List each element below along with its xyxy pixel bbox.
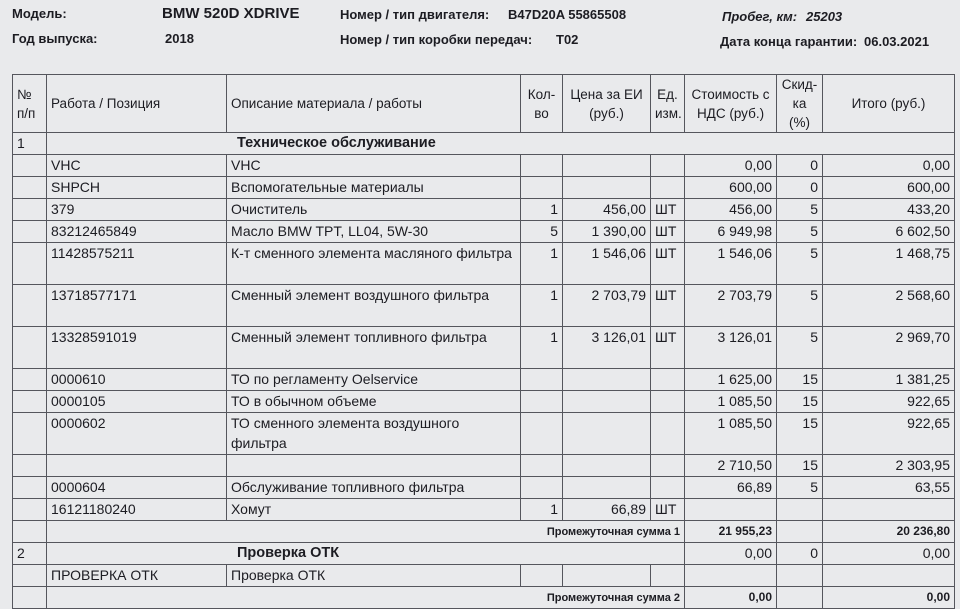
subtotal-total: 0,00 (823, 587, 955, 609)
row-disc: 5 (777, 285, 823, 327)
row-qty: 1 (521, 499, 563, 521)
gearbox-label: Номер / тип коробки передач: (340, 32, 533, 47)
row-unit (651, 177, 685, 199)
row-code: SHPCH (47, 177, 227, 199)
row-disc: 15 (777, 455, 823, 477)
row-qty (521, 369, 563, 391)
row-total: 600,00 (823, 177, 955, 199)
col-qty-header: Кол-во (521, 75, 563, 133)
row-desc: ТО сменного элемента воздушного фильтра (227, 413, 521, 455)
row-desc: Масло BMW TPT, LL04, 5W-30 (227, 221, 521, 243)
row-cost: 600,00 (685, 177, 777, 199)
row-code: 13718577171 (47, 285, 227, 327)
row-cost: 1 085,50 (685, 391, 777, 413)
row-code (47, 455, 227, 477)
section-row (13, 133, 955, 155)
row-desc: Сменный элемент воздушного фильтра (227, 285, 521, 327)
row-unit (651, 455, 685, 477)
row-desc: VHC (227, 155, 521, 177)
row-desc: Обслуживание топливного фильтра (227, 477, 521, 499)
row-price (563, 177, 651, 199)
row-unit: ШТ (651, 243, 685, 285)
row-disc: 15 (777, 391, 823, 413)
row-disc: 5 (777, 199, 823, 221)
row-code: 0000602 (47, 413, 227, 455)
row-total: 922,65 (823, 413, 955, 455)
section-num: 1 (13, 133, 47, 155)
row-desc: Вспомогательные материалы (227, 177, 521, 199)
row-total: 1 381,25 (823, 369, 955, 391)
row-qty: 1 (521, 285, 563, 327)
col-desc-header: Описание материала / работы (227, 75, 521, 133)
row-qty: 1 (521, 327, 563, 369)
row-code: VHC (47, 155, 227, 177)
row-qty (521, 155, 563, 177)
year-label: Год выпуска: (12, 31, 98, 46)
col-work-header: Работа / Позиция (47, 75, 227, 133)
table-row (13, 285, 955, 327)
row-code: 83212465849 (47, 221, 227, 243)
row-price: 2 703,79 (563, 285, 651, 327)
row-unit: ШТ (651, 285, 685, 327)
mileage-label: Пробег, км: (722, 9, 798, 24)
row-unit: ШТ (651, 327, 685, 369)
subtotal-label: Промежуточная сумма 2 (47, 587, 685, 609)
row-cost: 1 546,06 (685, 243, 777, 285)
row-desc: К-т сменного элемента масляного фильтра (227, 243, 521, 285)
section-cost: 0,00 (685, 543, 777, 565)
row-total: 63,55 (823, 477, 955, 499)
table-header-row (13, 75, 955, 133)
year-value: 2018 (165, 31, 194, 46)
row-unit: ШТ (651, 221, 685, 243)
subtotal-row (13, 587, 955, 609)
row-desc: Проверка ОТК (227, 565, 521, 587)
row-cost: 1 625,00 (685, 369, 777, 391)
model-value: BMW 520D XDRIVE (162, 5, 300, 22)
col-disc-header: Скид-ка (%) (777, 75, 823, 133)
row-unit (651, 413, 685, 455)
section-total: 0,00 (823, 543, 955, 565)
row-cost: 1 085,50 (685, 413, 777, 455)
row-unit: ШТ (651, 499, 685, 521)
table-row (13, 499, 955, 521)
mileage-value: 25203 (806, 9, 843, 24)
row-qty (521, 177, 563, 199)
row-price (563, 413, 651, 455)
table-row (13, 155, 955, 177)
col-num-header: № п/п (13, 75, 47, 133)
row-total: 2 303,95 (823, 455, 955, 477)
row-disc: 15 (777, 413, 823, 455)
row-code: 0000105 (47, 391, 227, 413)
row-desc: Хомут (227, 499, 521, 521)
row-price (563, 369, 651, 391)
row-code: 379 (47, 199, 227, 221)
row-price (563, 477, 651, 499)
row-price: 3 126,01 (563, 327, 651, 369)
row-price (563, 155, 651, 177)
row-unit (651, 391, 685, 413)
subtotal-row (13, 521, 955, 543)
row-disc: 0 (777, 155, 823, 177)
table-row (13, 369, 955, 391)
section-disc: 0 (777, 543, 823, 565)
table-row (13, 243, 955, 285)
engine-label: Номер / тип двигателя: (340, 7, 490, 22)
model-label: Модель: (12, 6, 67, 21)
table-row (13, 327, 955, 369)
engine-value: B47D20A 55865508 (508, 7, 627, 22)
row-disc (777, 499, 823, 521)
table-row (13, 199, 955, 221)
row-cost (685, 499, 777, 521)
subtotal-label: Промежуточная сумма 1 (47, 521, 685, 543)
row-price (563, 455, 651, 477)
row-desc: Сменный элемент топливного фильтра (227, 327, 521, 369)
row-unit (651, 477, 685, 499)
row-total: 1 468,75 (823, 243, 955, 285)
section-title: Проверка ОТК (47, 543, 685, 565)
row-code: 0000604 (47, 477, 227, 499)
row-disc: 5 (777, 327, 823, 369)
row-code: 13328591019 (47, 327, 227, 369)
row-disc: 5 (777, 221, 823, 243)
table-row (13, 413, 955, 455)
row-qty: 1 (521, 199, 563, 221)
row-disc: 15 (777, 369, 823, 391)
row-cost: 3 126,01 (685, 327, 777, 369)
row-cost: 6 949,98 (685, 221, 777, 243)
row-code: 0000610 (47, 369, 227, 391)
row-price: 1 390,00 (563, 221, 651, 243)
row-total: 6 602,50 (823, 221, 955, 243)
row-qty (521, 455, 563, 477)
row-total: 2 969,70 (823, 327, 955, 369)
section-title: Техническое обслуживание (47, 133, 955, 155)
row-cost: 66,89 (685, 477, 777, 499)
col-cost-header: Стоимость с НДС (руб.) (685, 75, 777, 133)
row-cost: 0,00 (685, 155, 777, 177)
row-total (823, 499, 955, 521)
row-price: 66,89 (563, 499, 651, 521)
row-qty (521, 391, 563, 413)
row-code: 16121180240 (47, 499, 227, 521)
row-desc: ТО по регламенту Oelservice (227, 369, 521, 391)
row-price: 1 546,06 (563, 243, 651, 285)
row-desc: ТО в обычном объеме (227, 391, 521, 413)
gearbox-value: T02 (556, 32, 579, 47)
row-total: 0,00 (823, 155, 955, 177)
row-price: 456,00 (563, 199, 651, 221)
section-num: 2 (13, 543, 47, 565)
row-desc (227, 455, 521, 477)
row-unit (651, 155, 685, 177)
row-qty: 5 (521, 221, 563, 243)
row-cost: 2 703,79 (685, 285, 777, 327)
table-row (13, 455, 955, 477)
row-desc: Очиститель (227, 199, 521, 221)
row-qty (521, 413, 563, 455)
table-row (13, 177, 955, 199)
col-price-header: Цена за ЕИ (руб.) (563, 75, 651, 133)
row-unit (651, 369, 685, 391)
warranty-label: Дата конца гарантии: (720, 34, 858, 49)
table-row (13, 391, 955, 413)
row-cost: 2 710,50 (685, 455, 777, 477)
row-disc: 5 (777, 243, 823, 285)
row-qty (521, 477, 563, 499)
row-total: 922,65 (823, 391, 955, 413)
row-code: 11428575211 (47, 243, 227, 285)
subtotal-total: 20 236,80 (823, 521, 955, 543)
subtotal-cost: 0,00 (685, 587, 777, 609)
row-qty: 1 (521, 243, 563, 285)
subtotal-cost: 21 955,23 (685, 521, 777, 543)
row-unit: ШТ (651, 199, 685, 221)
row-total: 2 568,60 (823, 285, 955, 327)
row-price (563, 391, 651, 413)
work-order-table (12, 74, 955, 609)
col-unit-header: Ед. изм. (651, 75, 685, 133)
row-disc: 0 (777, 177, 823, 199)
section-row (13, 543, 955, 565)
table-row (13, 477, 955, 499)
table-row (13, 221, 955, 243)
warranty-value: 06.03.2021 (864, 34, 930, 49)
row-cost: 456,00 (685, 199, 777, 221)
row-code: ПРОВЕРКА ОТК (47, 565, 227, 587)
row-total: 433,20 (823, 199, 955, 221)
col-total-header: Итого (руб.) (823, 75, 955, 133)
row-disc: 5 (777, 477, 823, 499)
